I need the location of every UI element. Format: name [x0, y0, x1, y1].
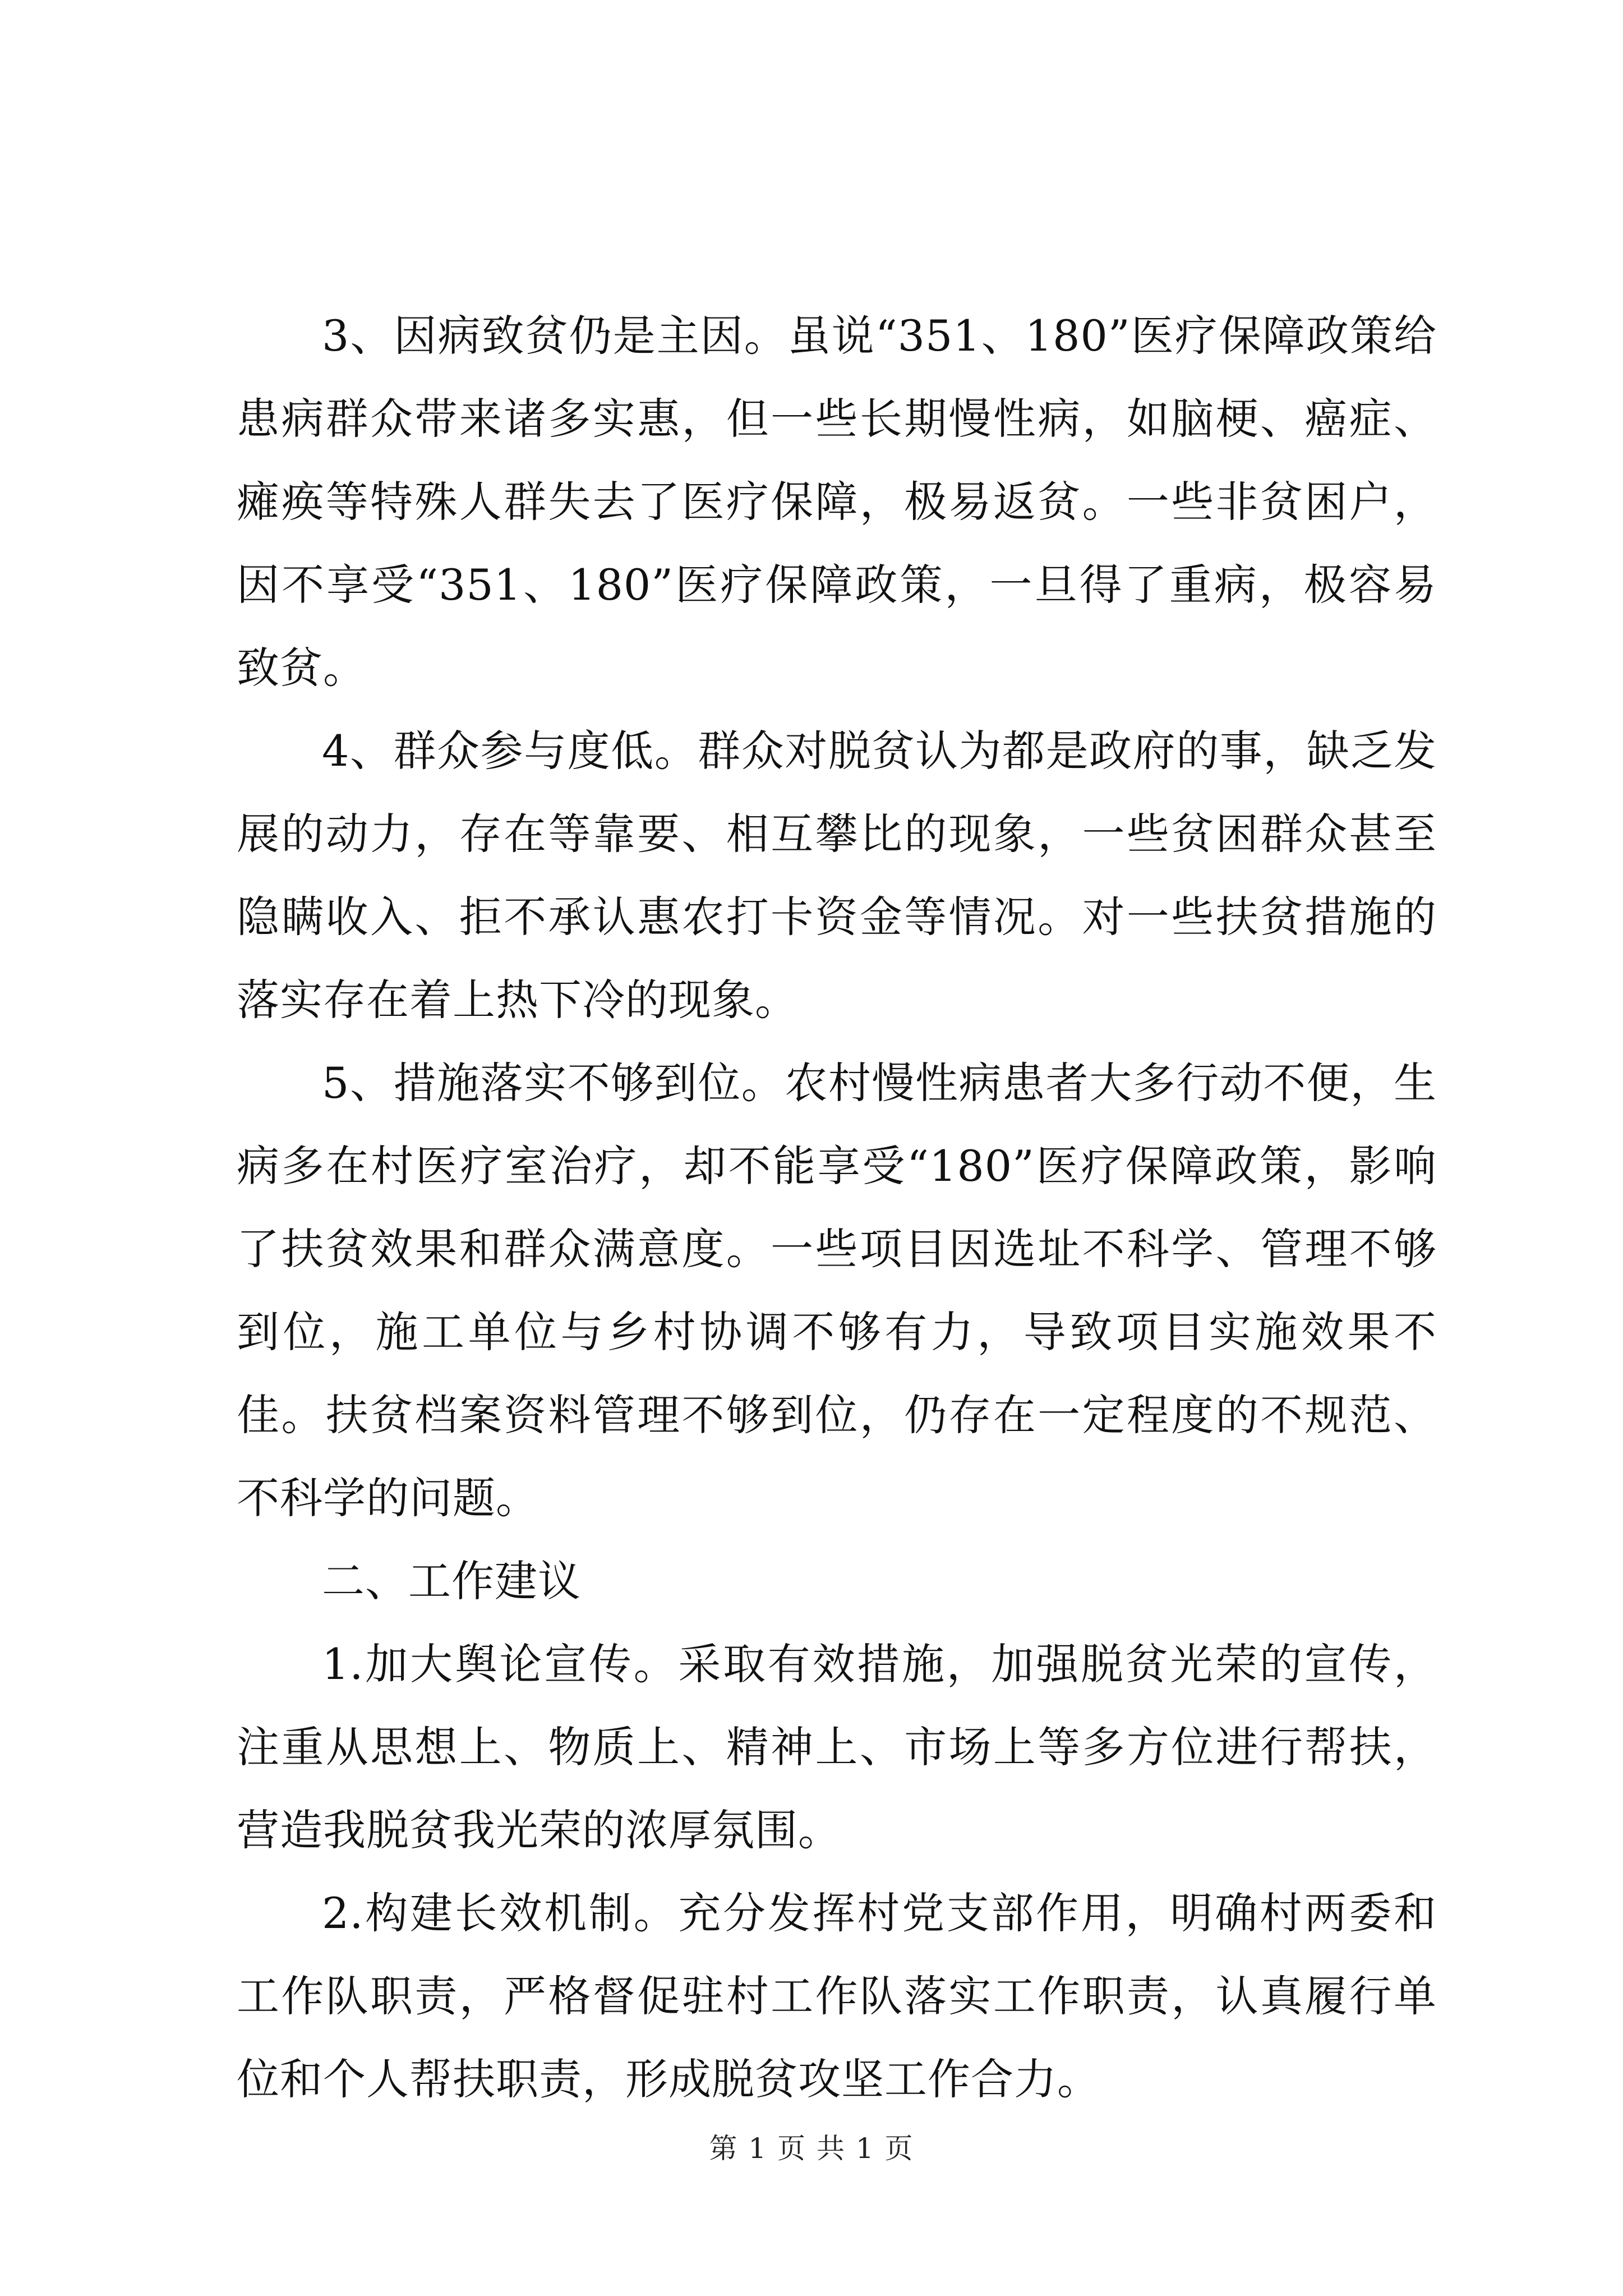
suggestion-long-term-mechanism: 2.构建长效机制。充分发挥村党支部作用，明确村两委和工作队职责，严格督促驻村工作队落实工作职责，认真履行单位和个人帮扶职责，形成脱贫攻坚工作合力。	[237, 1888, 1437, 2104]
page-number-footer: 第 1 页 共 1 页	[709, 2132, 914, 2165]
document-body	[237, 295, 1437, 2121]
suggestion-publicity: 1.加大舆论宣传。采取有效措施，加强脱贫光荣的宣传，注重从思想上、物质上、精神上、市场上等多方位进行帮扶，营造我脱贫我光荣的浓厚氛围。	[237, 1639, 1437, 1855]
paragraph-illness-poverty: 3、因病致贫仍是主因。虽说“351、180”医疗保障政策给患病群众带来诸多实惠，但一些长期慢性病，如脑梗、癌症、瘫痪等特殊人群失去了医疗保障，极易返贫。一些非贫困户，因不享受“351、180”医疗保障政策，一旦得了重病，极容易致贫。	[237, 311, 1437, 693]
section-heading-work-suggestions: 二、工作建议	[322, 1556, 581, 1606]
paragraph-measures-implementation: 5、措施落实不够到位。农村慢性病患者大多行动不便，生病多在村医疗室治疗，却不能享受“180”医疗保障政策，影响了扶贫效果和群众满意度。一些项目因选址不科学、管理不够到位，施工单位与乡村协调不够有力，导致项目实施效果不佳。扶贫档案资料管理不够到位，仍存在一定程度的不规范、不科学的问题。	[237, 1058, 1437, 1523]
paragraph-low-participation: 4、群众参与度低。群众对脱贫认为都是政府的事，缺乏发展的动力，存在等靠要、相互攀比的现象，一些贫困群众甚至隐瞒收入、拒不承认惠农打卡资金等情况。对一些扶贫措施的落实存在着上热下冷的现象。	[237, 726, 1437, 1025]
